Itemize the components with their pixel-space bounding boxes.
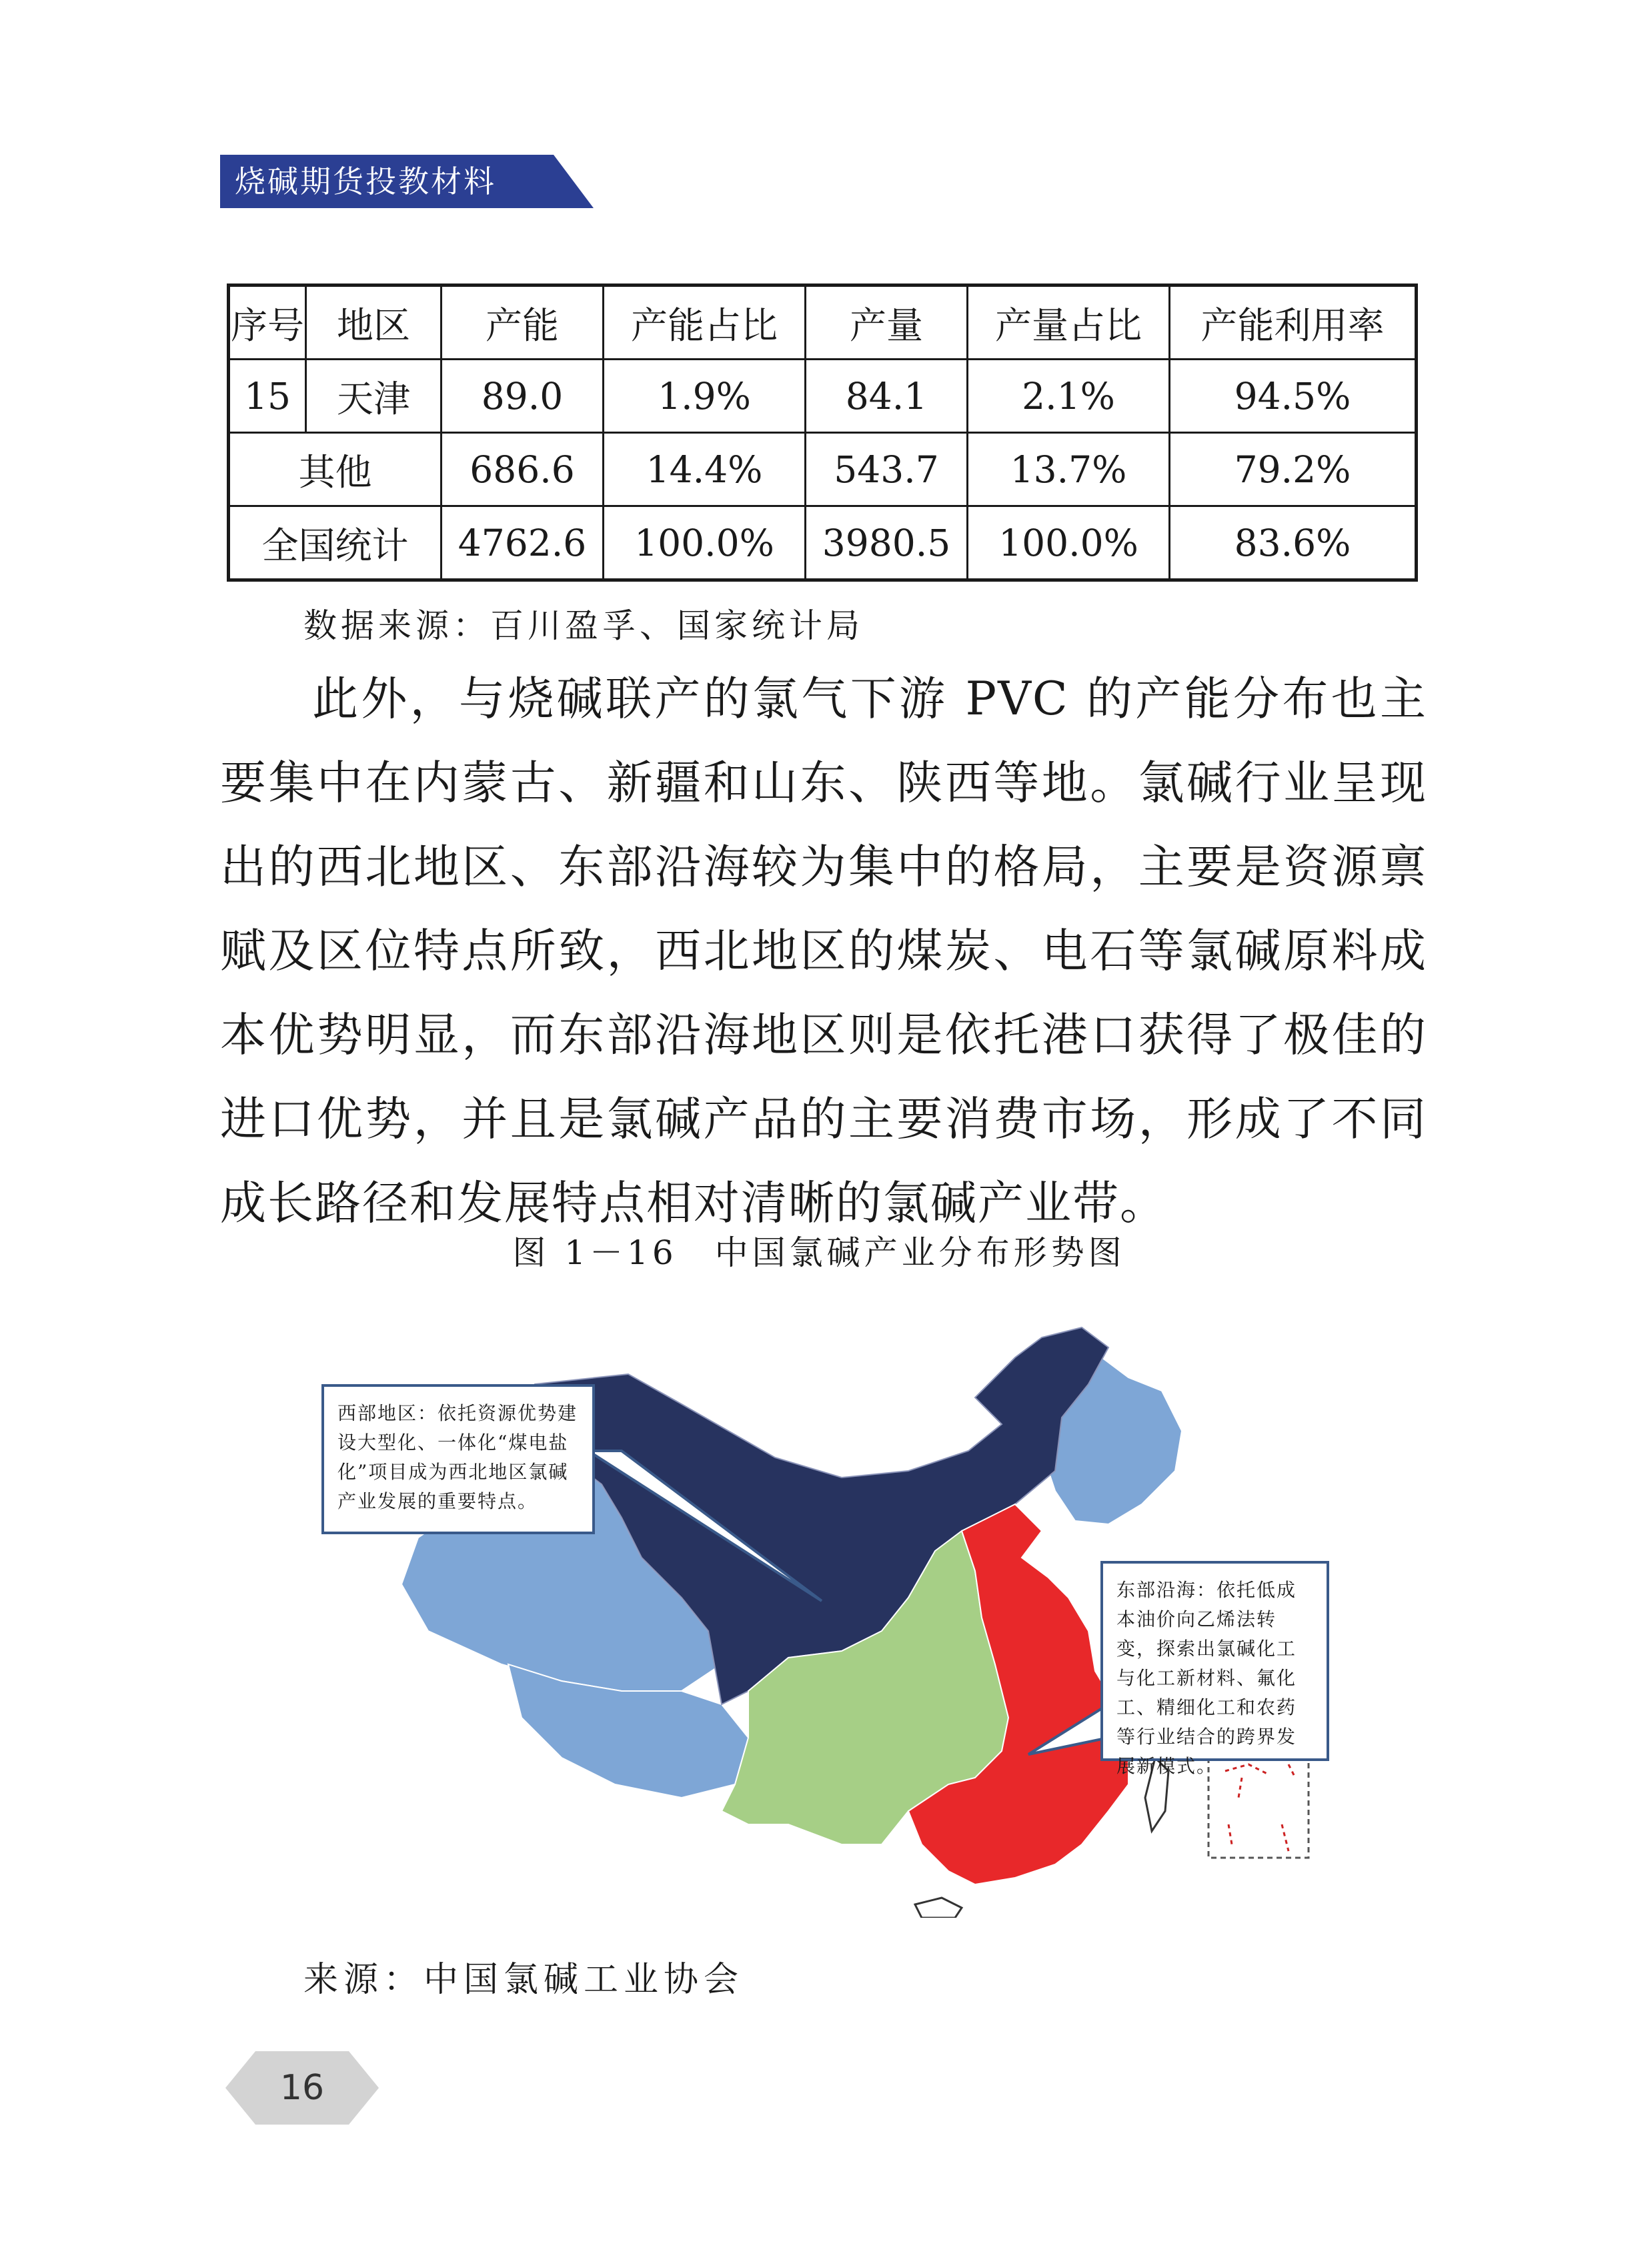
header-banner <box>220 155 594 208</box>
china-chlor-alkali-map <box>308 1317 1335 1918</box>
table-cell: 94.5% <box>1170 360 1417 433</box>
table-header: 产量占比 <box>968 286 1170 360</box>
table-cell: 686.6 <box>442 433 604 506</box>
page-number-text: 16 <box>279 2068 325 2108</box>
body-paragraph <box>220 657 1427 1245</box>
table-cell: 100.0% <box>604 506 806 580</box>
figure-caption: 图 1－16 中国氯碱产业分布形势图 <box>512 1233 1126 1272</box>
table-cell: 1.9% <box>604 360 806 433</box>
header-title: 烧碱期货投教材料 <box>235 163 496 199</box>
table-cell: 543.7 <box>806 433 968 506</box>
table-cell: 其他 <box>229 433 442 506</box>
table-cell: 79.2% <box>1170 433 1417 506</box>
table-header-row <box>229 286 1417 360</box>
table-cell: 13.7% <box>968 433 1170 506</box>
table-row <box>229 506 1417 580</box>
capacity-table <box>227 284 1418 582</box>
table-cell: 15 <box>229 360 306 433</box>
table-header: 产量 <box>806 286 968 360</box>
table-header: 产能占比 <box>604 286 806 360</box>
table-cell: 83.6% <box>1170 506 1417 580</box>
table-row <box>229 433 1417 506</box>
table-cell: 2.1% <box>968 360 1170 433</box>
table-cell: 100.0% <box>968 506 1170 580</box>
table-cell: 84.1 <box>806 360 968 433</box>
table-header: 地区 <box>306 286 442 360</box>
table-cell: 3980.5 <box>806 506 968 580</box>
table-header: 产能 <box>442 286 604 360</box>
table-cell: 天津 <box>306 360 442 433</box>
table-cell: 全国统计 <box>229 506 442 580</box>
callout-west: 西部地区：依托资源优势建设大型化、一体化“煤电盐化”项目成为西北地区氯碱产业发展的重要特点。 <box>321 1384 595 1534</box>
table-source: 数据来源：百川盈孚、国家统计局 <box>303 606 864 645</box>
page-number <box>225 2051 379 2125</box>
table-header: 序号 <box>229 286 306 360</box>
table-header: 产能利用率 <box>1170 286 1417 360</box>
figure-source: 来源：中国氯碱工业协会 <box>303 1960 744 2000</box>
table-cell: 4762.6 <box>442 506 604 580</box>
callout-east: 东部沿海：依托低成本油价向乙烯法转变，探索出氯碱化工与化工新材料、氟化工、精细化工和农药等行业结合的跨界发展新模式。 <box>1100 1561 1329 1761</box>
table-cell: 14.4% <box>604 433 806 506</box>
table-row <box>229 360 1417 433</box>
table-cell: 89.0 <box>442 360 604 433</box>
paragraph-text: 此外，与烧碱联产的氯气下游 PVC 的产能分布也主要集中在内蒙古、新疆和山东、陕西等地。氯碱行业呈现出的西北地区、东部沿海较为集中的格局，主要是资源禀赋及区位特点所致，西北地区的煤炭、电石等氯碱原料成本优势明显，而东部沿海地区则是依托港口获得了极佳的进口优势，并且是氯碱产品的主要消费市场，形成了不同成长路径和发展特点相对清晰的氯碱产业带。 <box>220 672 1427 1230</box>
